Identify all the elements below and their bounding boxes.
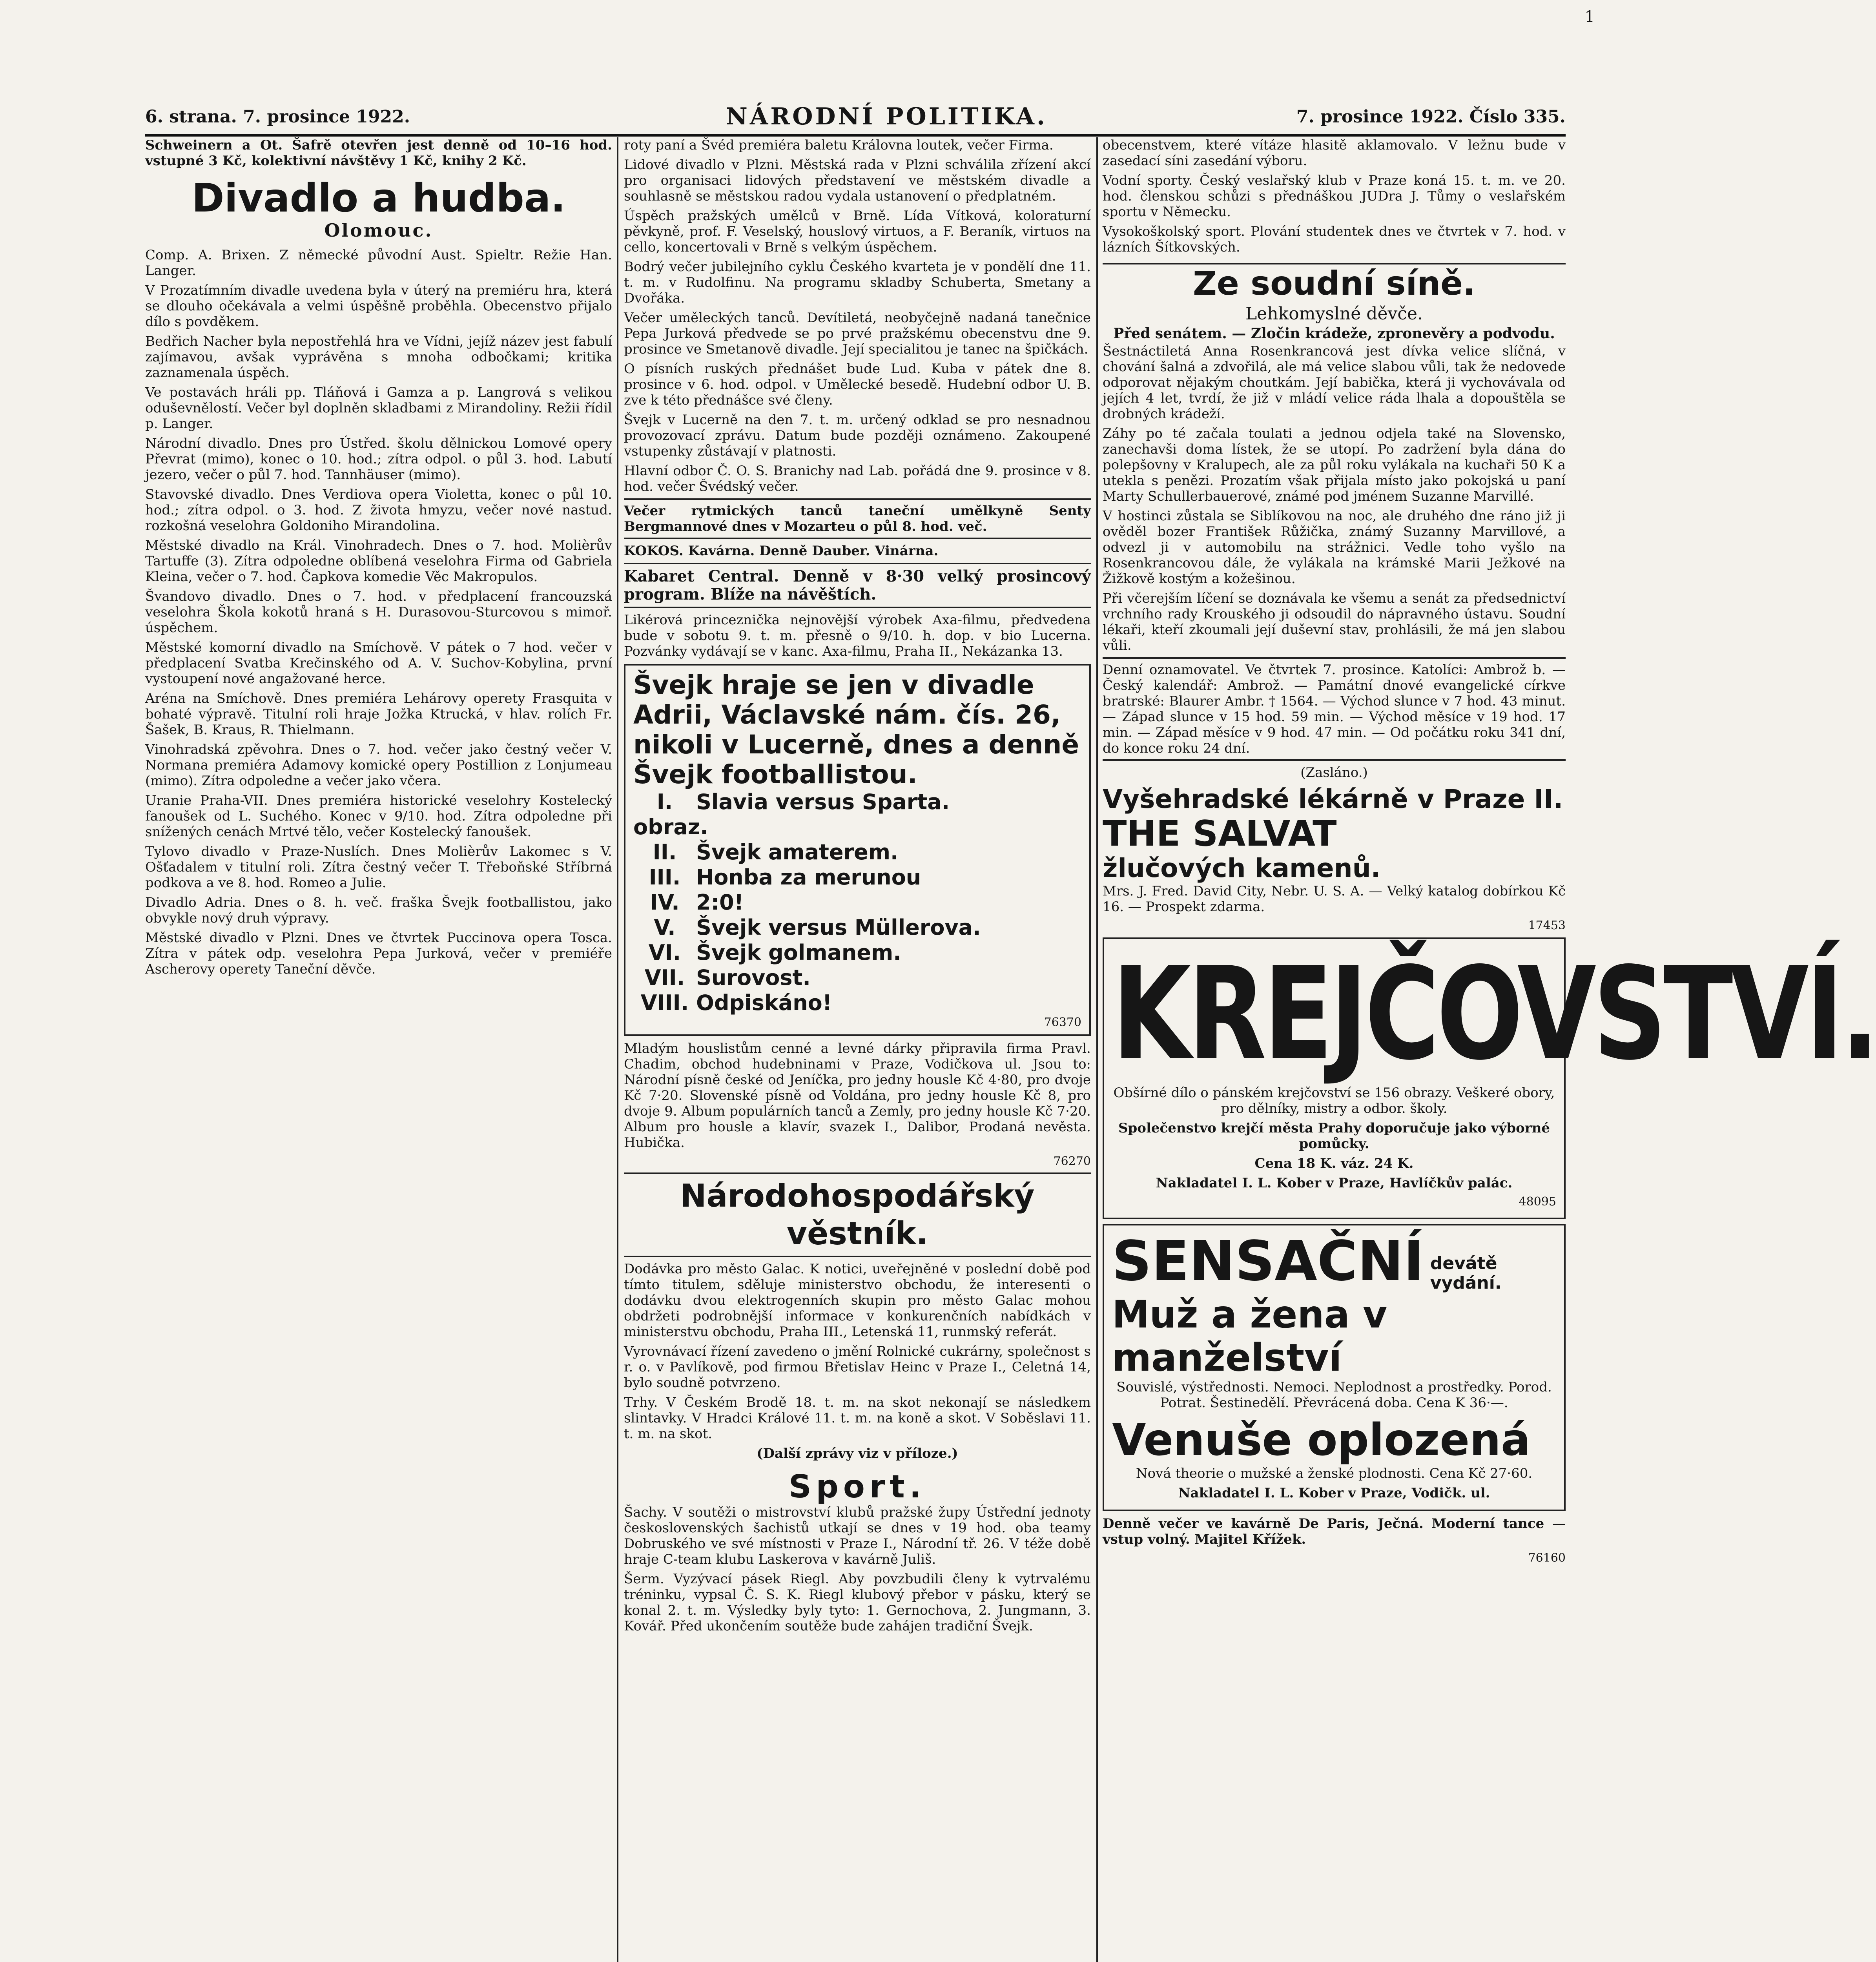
article-paragraph: Bedřich Nacher byla nepostřehlá hra ve Vídni, jejíž název jest fabulí zajímavou, avšak vyprávěna s mnoha odbočkami; kritika zaznamenala úspěch. [145,334,612,381]
article-paragraph: Při včerejším líčení se doznávala ke všemu a senát za předsednictví vrchního rady Krouského ji odsoudil do nápravného ústavu. Soudní lékaři, kteří zkoumali její duševní stav, prohlásili, že má jen slabou vůli. [1103,591,1566,653]
article-paragraph: Národní divadlo. Dnes pro Ústřed. školu dělnickou Lomové opery Převrat (mimo), konec o 10. hod.; zítra odpol. o půl 3. hod. Labutí jezero, večer o půl 7. hod. Tannhäuser (mimo). [145,436,612,483]
article-paragraph: Ve postavách hráli pp. Tláňová i Gamza a p. Langrová s velikou oduševnělostí. Večer byl doplněn skladbami z Mirandoliny. Režii řídil p. Langer. [145,385,612,432]
svejk-item: IV. 2:0! [650,890,744,915]
further-news-note: (Další zprávy viz v příloze.) [757,1446,958,1461]
article-paragraph: Městské komorní divadlo na Smíchově. V pátek o 7 hod. večer v předplacení Svatba Krečinského od A. V. Suchov-Kobylina, první vystoupení nové angažované herce. [145,640,612,687]
venuse-title: Venuše oplozená [1112,1415,1531,1466]
article-paragraph: Tylovo divadlo v Praze-Nuslích. Dnes Molièrův Lakomec s V. Ošťadalem v titulní roli. Zítra čestný večer T. Třeboňské Stříbrná podkova a ve 8. hod. Romeo a Julie. [145,844,612,891]
sens-title: SENSAČNÍ [1112,1229,1424,1293]
corner-mark: 1 [1584,8,1595,26]
article-paragraph: Šestnáctiletá Anna Rosenkrancová jest dívka velice slíčná, v chování šalná a zdvořilá, ale má velice slabou vůli, tak že nedovede odporovat nějakým choutkám. Její babička, která ji vychovávala od jejích 4 let, tvrdí, že již v mládí velice ráda lhala a dopouštěla se drobných krádeží. [1103,343,1566,422]
article-paragraph: Dodávka pro město Galac. K notici, uveřejněné v poslední době pod tímto titulem, sděluje ministerstvo obchodu, že interesenti o dodávku dvou elektrogenních skupin pro město Galac mohou obdržeti podrobnější informace v konkurenčních nabídkách v ministerstvu obchodu, Praha III., Letenská 11, runmský referát. [624,1261,1091,1340]
article-paragraph: Hlavní odbor Č. O. S. Branichy nad Lab. pořádá dne 9. prosince v 8. hod. večer Švédský večer. [624,463,1091,494]
ad-lekarna [1103,784,1566,933]
header-page: 6. strana. 7. prosince 1922. [145,107,410,127]
column-2 [624,137,1091,1638]
article-paragraph: Záhy po té začala toulati a jednou odjela také na Slovensko, zanechavši doma lístek, že se utopí. Po zadržení byla dána do polepšovny v Kralupech, ale za půl roku vylákala na kuchaři 50 K a utekla s penězi. Prozatím však přijala místo jako pokojská u paní Marty Schullerbauerové, známé pod jménem Suzanne Marvillé. [1103,426,1566,504]
svejk-item: VI. Švejk golmanem. [648,940,901,965]
sens-note: devátě vydání. [1430,1253,1502,1293]
article-paragraph: roty paní a Švéd premiéra baletu Královna loutek, večer Firma. [624,137,1054,153]
krej-price: Cena 18 K. váz. 24 K. [1254,1156,1414,1171]
section-subtitle: Olomouc. [324,220,433,241]
lekarna-salvat: THE SALVAT [1103,813,1337,854]
svejk-item: II. Švejk amaterem. [653,840,899,864]
svejk-item: VIII. Odpiskáno! [640,990,832,1015]
court-subtitle: Lehkomyslné děvče. [1245,304,1423,324]
article-paragraph: Švejk v Lucerně na den 7. t. m. určený odklad se pro nesnadnou provozovací zprávu. Datum bude později oznámeno. Zakoupené vstupenky zůstávají v platnosti. [624,412,1091,459]
svejk-intro: Švejk hraje se jen v divadle Adrii, Václavské nám. čís. 26, nikoli v Lucerně, dnes a denně Švejk footballistou. [633,670,1079,790]
ad-sensacni [1103,1224,1566,1511]
article-paragraph: Uranie Praha-VII. Dnes premiéra historické veselohry Kostelecký fanoušek od L. Suchého. Konec v 9/10. hod. Zítra odpoledne při snížených cenách Mrtvé tělo, večer Kostelecký fanoušek. [145,793,612,840]
article-paragraph: Stavovské divadlo. Dnes Verdiova opera Violetta, konec o půl 10. hod.; zítra odpol. o 3. hod. Z života hmyzu, večer nové nastud. rozkošná veselohra Goldoniho Mirandolina. [145,487,612,534]
article-paragraph: Vyrovnávací řízení zavedeno o jmění Rolnické cukrárny, společnost s r. o. v Pavlíkově, pod firmou Břetislav Heinc v Praze I., Celetná 14, bylo soudně potvrzeno. [624,1344,1091,1391]
column-rule [1096,137,1098,1962]
article-paragraph: O písních ruských přednášet bude Lud. Kuba v pátek dne 8. prosince v 6. hod. odpol. v Umělecké besedě. Hudební odbor U. B. zve k této přednášce své členy. [624,361,1091,408]
article-paragraph: Lidové divadlo v Plzni. Městská rada v Plzni schválila zřízení akcí pro organisaci lidových představení ve městském divadle a souhlasně se městskou radou vydala ustanovení o předplatném. [624,157,1091,204]
krej-code: 48095 [1519,1195,1556,1209]
lekarna-title: Vyšehradské lékárně v Praze II. [1103,784,1563,814]
article-paragraph: Vysokoškolský sport. Plování studentek dnes ve čtvrtek v 7. hod. v lázních Šítkovských. [1103,224,1566,255]
article-paragraph: Trhy. V Českém Brodě 18. t. m. na skot nekonají se následkem slintavky. V Hradci Králové 11. t. m. na koně a skot. V Soběslavi 11. t. m. na skot. [624,1395,1091,1442]
section-title-vestnik: Národohospodářský věstník. [624,1172,1091,1257]
article-paragraph: Aréna na Smíchově. Dnes premiéra Lehárovy operety Frasquita v bohaté výpravě. Titulní roli hraje Jožka Ktrucká, v hlav. rolích Fr. Šašek, B. Kraus, R. Thielmann. [145,691,612,738]
ad-mladym: Mladým houslistům cenné a levné dárky připravila firma Pravl. Chadim, obchod hudebninami v Praze, Vodičkova ul. Jsou to: Národní písně české od Jeníčka, pro jedny housle Kč 4·80, pro dvoje Kč 7·20. Slovenské písně od Voldána, pro jedny housle Kč 8, pro dvoje 9. Album populárních tanců a Zemly, pro jedny housle Kč 7·20. Album pro housle a klavír, svazek I., Dalibor, Prodaná nevěsta. Hubička. [624,1041,1091,1151]
page-header [145,103,1566,137]
article-paragraph: Městské divadlo na Král. Vinohradech. Dnes o 7. hod. Molièrův Tartuffe (3). Zítra odpoledne oblíbená veselohra Firma od Gabriela Kleina, večer o 7. hod. Čapkova komedie Věc Makropulos. [145,538,612,585]
krej-pub: Nakladatel I. L. Kober v Praze, Havlíčkův palác. [1156,1175,1513,1191]
article-paragraph: Comp. A. Brixen. Z německé původní Aust. Spieltr. Režie Han. Langer. [145,247,612,279]
muz-text: Souvislé, výstřednosti. Nemoci. Neplodnost a prostředky. Porod. Potrat. Šestinedělí. Převrácená doba. Cena K 36·—. [1116,1379,1552,1411]
column-3 [1103,137,1876,1569]
ad-mladym-code: 76270 [1053,1154,1091,1168]
lekarna-text: Mrs. J. Fred. David City, Nebr. U. S. A. — Velký katalog dobírkou Kč 16. — Prospekt zdarma. [1103,883,1566,915]
svejk-item: V. Švejk versus Müllerova. [654,915,981,940]
article-paragraph: Městské divadlo v Plzni. Dnes ve čtvrtek Puccinova opera Tosca. Zítra v pátek odp. veselohra Pepa Jurková, večer v premiéře Ascherovy operety Taneční děvče. [145,930,612,977]
header-date-issue: 7. prosince 1922. Číslo 335. [1296,107,1566,127]
section-title-theatre: Divadlo a hudba. [191,175,566,221]
lekarna-code: 17453 [1528,919,1566,932]
krej-sub: Společenstvo krejčí města Prahy doporučuje jako výborné pomůcky. [1118,1120,1550,1152]
ad-svejk [624,664,1091,1036]
venuse-pub: Nakladatel I. L. Kober v Praze, Vodičk. ul. [1178,1485,1490,1501]
article-paragraph: Vinohradská zpěvohra. Dnes o 7. hod. večer jako čestný večer V. Normana premiéra Adamovy komické opery Postillion z Lonjumeau (mimo). Zítra odpoledne a večer jako včera. [145,742,612,789]
lekarna-sub: žlučových kamenů. [1103,853,1381,883]
article-paragraph: Úspěch pražských umělců v Brně. Lída Vítková, koloraturní pěvkyně, prof. F. Veselský, houslový virtuos, a F. Beraník, virtuos na cello, koncertovali v Brně s velkým úspěchem. [624,208,1091,255]
top-note: Schweinern a Ot. Šafrě otevřen jest denně od 10–16 hod. vstupné 3 Kč, kolektivní návštěvy 1 Kč, knihy 2 Kč. [145,137,612,169]
ad-krejcovstvi [1103,937,1876,1219]
ad-likerova: Likérová princeznička nejnovější výrobek Axa-filmu, předvedena bude v sobotu 9. t. m. přesně o 9/10. h. dop. v bio Lucerna. Pozvánky vydávají se v kanc. Axa-filmu, Praha II., Nekázanka 13. [624,612,1091,659]
daily-notice: Denní oznamovatel. Ve čtvrtek 7. prosince. Katolíci: Ambrož b. — Český kalendář: Ambrož. — Památní dnové evangelické církve bratrské: Blaurer Ambr. † 1564. — Východ slunce v 7 hod. 43 minut. — Západ slunce v 15 hod. 59 min. — Východ měsíce v 19 hod. 17 min. — Západ měsíce v 9 hod. 47 min. — Od počátku roku 341 dní, do konce roku 24 dní. [1103,657,1566,761]
article-paragraph: Bodrý večer jubilejního cyklu Českého kvarteta je v pondělí dne 11. t. m. v Rudolfinu. Na programu skladby Schuberta, Smetany a Dvořáka. [624,259,1091,306]
article-paragraph: Vodní sporty. Český veslařský klub v Praze koná 15. t. m. ve 20. hod. členskou schůzi s přednáškou JUDra J. Tůmy o veslařském sportu v Německu. [1103,173,1566,220]
svejk-item: VII. Surovost. [644,965,811,990]
column-1 [145,137,612,981]
article-paragraph: Večer uměleckých tanců. Devítiletá, neobyčejně nadaná tanečnice Pepa Jurková předvede se po prvé pražskému obecenstvu dne 9. prosince ve Smetanově divadle. Její specialitou je tanec na špičkách. [624,310,1091,357]
ad-kokos: KOKOS. Kavárna. Denně Dauber. Vinárna. [624,543,939,559]
svejk-item: III. Honba za merunou [649,865,921,890]
deparis-code: 76160 [1528,1551,1566,1565]
article-paragraph: obecenstvem, které vítáze hlasitě aklamovalo. V ležnu bude v zasedací síni zasedání výboru. [1103,137,1566,169]
article-paragraph: Švandovo divadlo. Dnes o 7. hod. v předplacení francouzská veselohra Škola kokotů hraná s H. Durasovou-Sturcovou s mimoř. úspěchem. [145,589,612,636]
krej-text: Obšírné dílo o pánském krejčovství se 156 obrazy. Veškeré obory, pro dělníky, mistry a odbor. školy. [1113,1085,1555,1116]
article-paragraph: Šerm. Vyzývací pásek Riegl. Aby povzbudili členy k vytrvalému tréninku, vypsal Č. S. K. Riegl klubový přebor v pásku, který se konal 2. t. m. Výsledky byly tyto: 1. Gernochova, 2. Jungmann, 3. Kovář. Před ukončením soutěže bude zahájen tradiční Švejk. [624,1571,1091,1634]
svejk-item: I. obraz. Slavia versus Sparta. [633,790,950,839]
ad-kabaret: Kabaret Central. Denně v 8·30 velký prosincový program. Blíže na návěštích. [624,563,1091,608]
ad-rhythmic-dance: Večer rytmických tanců taneční umělkyně Senty Bergmannové dnes v Mozarteu o půl 8. hod. več. [624,498,1091,539]
ad-deparis: Denně večer ve kavárně De Paris, Ječná. Moderní tance — vstup volný. Majitel Křížek. [1103,1516,1566,1547]
article-paragraph: Šachy. V soutěži o mistrovství klubů pražské župy Ústřední jednoty československých šachistů utkají se dnes v 19 hod. oba teamy Dobruského ve své místnosti v Praze I., Národní tř. 26. V téže době hraje C-team klubu Laskerova v kavárně Juliš. [624,1504,1091,1567]
header-title: NÁRODNÍ POLITIKA. [726,103,1047,130]
venuse-text: Nová theorie o mužské a ženské plodnosti. Cena Kč 27·60. [1136,1466,1533,1481]
article-paragraph: V Prozatímním divadle uvedena byla v úterý na premiéru hra, která se dlouho očekávala a velmi úspěšně proběhla. Obecenstvo přijalo dílo s povděkem. [145,283,612,330]
section-title-sport: Sport. [789,1468,926,1505]
zaslano-note: (Zasláno.) [1300,765,1368,780]
muz-title: Muž a žena v manželství [1112,1293,1387,1380]
section-title-court: Ze soudní síně. [1103,263,1566,302]
article-paragraph: Divadlo Adria. Dnes o 8. h. več. fraška Švejk footballistou, jako obvykle nový druh výpravy. [145,895,612,926]
krej-title: KREJČOVSTVÍ. [1112,940,1876,1089]
court-subtitle-2: Před senátem. — Zločin krádeže, zpronevěry a podvodu. [1113,325,1555,342]
article-paragraph: V hostinci zůstala se Siblíkovou na noc, ale druhého dne ráno již ji ověděl bozer František Růžička, známý Suzanny Marvillové, a odvezl ji v automobilu na strážnici. Vedle toho vyšlo na Rosenkrancovou dále, že vylákala na krámské Marii Ježkové na Žižkově kostým a kožešinou. [1103,508,1566,587]
column-rule [617,137,618,1962]
svejk-code: 76370 [1044,1016,1081,1029]
